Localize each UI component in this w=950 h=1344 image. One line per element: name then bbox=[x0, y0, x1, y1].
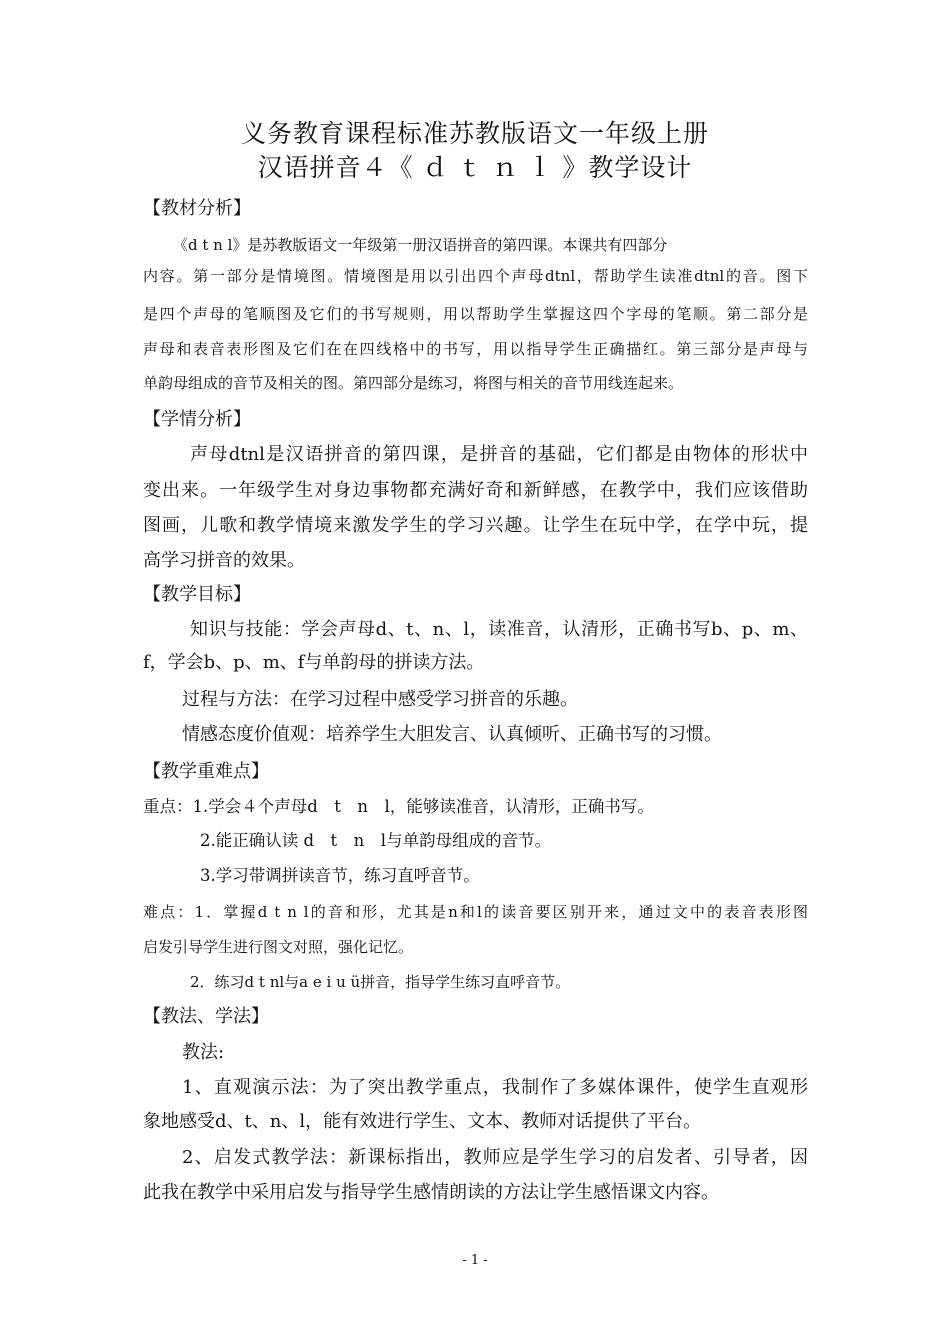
paragraph-line: 知识与技能：学会声母d、t、n、l，读准音，认清形，正确书写b、p、m、 bbox=[190, 619, 808, 640]
paragraph-line: 声母dtnl是汉语拼音的第四课，是拼音的基础，它们都是由物体的形状中 bbox=[190, 444, 808, 465]
section-heading-student-analysis: 【学情分析】 bbox=[143, 409, 251, 430]
paragraph-line: 过程与方法：在学习过程中感受学习拼音的乐趣。 bbox=[182, 689, 578, 710]
paragraph-line: 此我在教学中采用启发与指导学生感情朗读的方法让学生感悟课文内容。 bbox=[143, 1182, 719, 1203]
paragraph-line: 2．练习d t nl与a e i u ü拼音，指导学生练习直呼音节。 bbox=[190, 973, 571, 991]
paragraph-line: 教法: bbox=[182, 1042, 225, 1063]
paragraph-line: 《d t n l》是苏教版语文一年级第一册汉语拼音的第四课。本课共有四部分 bbox=[173, 236, 668, 254]
section-heading-textbook-analysis: 【教材分析】 bbox=[143, 198, 251, 219]
paragraph-line: 高学习拼音的效果。 bbox=[143, 550, 305, 571]
paragraph-line: 3.学习带调拼读音节，练习直呼音节。 bbox=[200, 866, 480, 885]
doc-title-line1: 义务教育课程标准苏教版语文一年级上册 bbox=[240, 119, 709, 148]
page-number: - 1 - bbox=[462, 1253, 488, 1268]
paragraph-line: 图画，儿歌和教学情境来激发学生的学习兴趣。让学生在玩中学，在学中玩，提 bbox=[143, 515, 808, 536]
paragraph-line: 重点：1.学会４个声母d t n l，能够读准音，认清形，正确书写。 bbox=[143, 797, 654, 816]
paragraph-line: 2.能正确认读 d t n l与单韵母组成的音节。 bbox=[200, 831, 552, 850]
paragraph-line: 1、直观演示法：为了突出教学重点，我制作了多媒体课件，使学生直观形 bbox=[182, 1077, 808, 1098]
section-heading-key-points: 【教学重难点】 bbox=[143, 761, 269, 782]
paragraph-line: 是四个声母的笔顺图及它们的书写规则，用以帮助学生掌握这四个字母的笔顺。第二部分是 bbox=[143, 305, 808, 323]
paragraph-line: 启发引导学生进行图文对照，强化记忆。 bbox=[143, 938, 414, 956]
paragraph-line: 难点：1．掌握d t n l的音和形，尤其是n和l的读音要区别开来，通过文中的表音表形图 bbox=[143, 903, 808, 921]
paragraph-line: 2、启发式教学法：新课标指出，教师应是学生学习的启发者、引导者，因 bbox=[182, 1147, 808, 1168]
paragraph-line: 象地感受d、t、n、l，能有效进行学生、文本、教师对话提供了平台。 bbox=[143, 1111, 702, 1132]
paragraph-line: 情感态度价值观：培养学生大胆发言、认真倾听、正确书写的习惯。 bbox=[182, 724, 722, 745]
paragraph-line: f，学会b、p、m、f与单韵母的拼读方法。 bbox=[143, 652, 485, 673]
paragraph-line: 声母和表音表形图及它们在在四线格中的书写，用以指导学生正确描红。第三部分是声母与 bbox=[143, 340, 808, 358]
section-heading-methods: 【教法、学法】 bbox=[143, 1006, 269, 1027]
paragraph-line: 变出来。一年级学生对身边事物都充满好奇和新鲜感，在教学中，我们应该借助 bbox=[143, 480, 808, 501]
paragraph-line: 内容。第一部分是情境图。情境图是用以引出四个声母dtnl，帮助学生读准dtnl的音。图下 bbox=[143, 267, 808, 285]
doc-title-line2: 汉语拼音４《 ｄ ｔ ｎ ｌ 》教学设计 bbox=[257, 153, 693, 182]
paragraph-line: 单韵母组成的音节及相关的图。第四部分是练习，将图与相关的音节用线连起来。 bbox=[143, 374, 684, 392]
section-heading-teaching-goals: 【教学目标】 bbox=[143, 584, 251, 605]
